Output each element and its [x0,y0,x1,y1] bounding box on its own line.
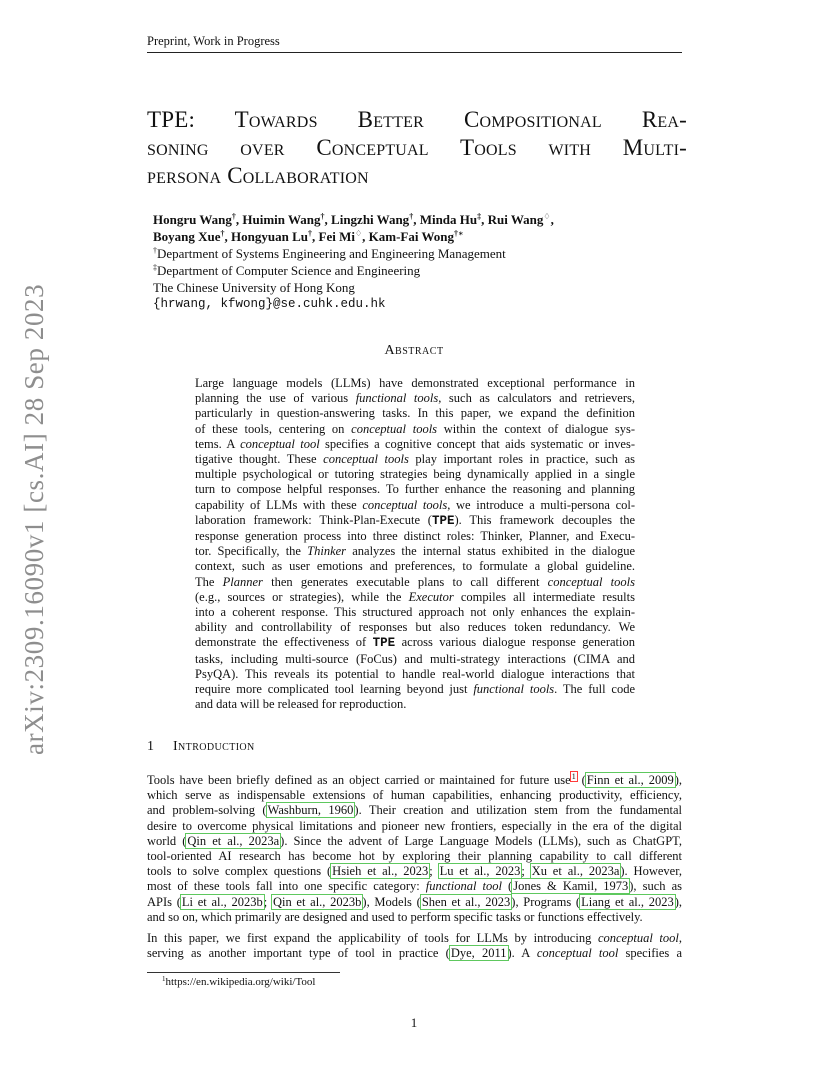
text-line: APIs (Li et al., 2023b; Qin et al., 2023b), Models (Shen et al., 2023), Programs (Liang et al., 2023), [147,894,683,909]
section-title: Introduction [173,739,255,754]
emphasis: conceptual tools [351,421,438,436]
author-name: Hongyuan Lu [231,229,308,244]
title-line-3: persona Collaboration [147,163,369,188]
author-affiliation-mark: ♢ [354,229,363,238]
affiliation-mark: † [153,246,157,255]
text-line: Tools have been briefly defined as an object carried or maintained for future use$^1$ (Finn et al., 2009), [147,772,682,787]
author-affiliation-mark: † [220,229,225,238]
citation-link[interactable]: Xu et al., 2023a [531,864,620,879]
emphasis: Thinker [307,544,347,559]
abstract-heading: Abstract [384,343,444,358]
text-line: tasks, including multi-source (FoCus) and multi-strategy interactions (CIMA and [195,651,635,666]
text-line: desire to overcome physical limitations and pioneer new frontiers, especially in the era of the digital [147,818,682,833]
emphasis: functional tool [425,879,502,894]
text-line: planning the use of various functional tools, such as calculators and retrievers, [195,391,635,406]
author-name: Kam-Fai Wong [368,229,454,244]
university: The Chinese University of Hong Kong [153,280,355,295]
author-affiliation-mark: † [308,229,312,238]
emphasis: conceptual tools [547,574,635,589]
author-affiliation-mark: † [231,212,236,221]
text-line: and so on, which primarily are designed and used to perform specific tasks or functions effectively. [147,909,643,924]
text-line: and problem-solving (Washburn, 1960). Their creation and utilization stem from the fundamental [147,803,682,818]
section-heading [147,739,255,755]
footnote-link[interactable]: https://en.wikipedia.org/wiki/Tool [165,976,316,988]
author-affiliation-mark: ‡ [477,212,482,221]
citation-link[interactable]: Finn et al., 2009 [586,773,674,787]
author-name: Fei Mi [318,229,355,244]
author-name: Minda Hu [419,212,478,227]
text-line: particularly in question-answering tasks. In this paper, we expand the definition [195,406,635,421]
citation-link[interactable]: Qin et al., 2023a [187,833,280,848]
text-line: response generation process into three distinct roles: Thinker, Planner, and Execu- [195,529,635,544]
text-line: which serve as indispensable extensions of human capabilities, enhancing productivity, efficiency, [147,788,682,803]
text-line: ability and controllability of responses but also reduces token redundancy. We [195,620,635,635]
arxiv-stamp: arXiv:2309.16090v1 [cs.AI] 28 Sep 2023 [19,283,49,755]
intro-paragraph-2 [147,931,682,961]
citation-link[interactable]: Jones & Kamil, 1973 [513,879,629,894]
text-line: Large language models (LLMs) have demonstrated exceptional performance in [195,376,635,390]
running-header: Preprint, Work in Progress [147,34,682,53]
affiliation-2 [153,262,673,279]
author-name: Boyang Xue [153,229,221,244]
citation-link[interactable]: Shen et al., 2023 [421,894,511,909]
author-name: Lingzhi Wang [331,212,410,227]
text-line: PsyQA). This reveals its potential to handle real-world dialogue interactions that [195,666,635,681]
emphasis: conceptual tools [323,452,409,467]
author-email[interactable]: {hrwang, kfwong}@se.cuhk.edu.hk [153,297,386,311]
author-name: Huimin Wang [242,212,321,227]
title-line-1: TPE: Towards Better Compositional Rea- [147,107,687,132]
text-line: tigative thought. These conceptual tools play important roles in practice, such as [195,452,635,467]
text-line: require more complicated tool learning beyond just functional tools. The full code [195,682,635,697]
text-line: tool-oriented AI research has become hot by exploring their planning capability to call different [147,849,682,864]
text-line: capability of LLMs with these conceptual tools, we introduce a multi-persona col- [195,497,635,512]
text-line: most of these tools fall into one specific category: functional tool (Jones & Kamil, 1973), such as [147,879,682,894]
paper-title [147,106,687,190]
section-number: 1 [147,739,155,754]
affiliation-mark: ‡ [153,263,157,272]
author-affiliation-mark: † [409,212,414,221]
text-line: world (Qin et al., 2023a). Since the advent of Large Language Models (LLMs), such as ChatGPT, [147,833,682,848]
footnote-ref-link[interactable]: 1 [571,772,576,781]
author-line-1: Hongru Wang†, Huimin Wang†, Lingzhi Wang†, Minda Hu‡, Rui Wang♢, [153,212,554,227]
emphasis: functional tools [355,391,439,406]
text-line: multiple psychological or tutoring strategies being dynamically applied in a single [195,467,635,482]
citation-link[interactable]: Dye, 2011 [450,946,507,961]
emphasis: Planner [222,574,263,589]
text-line: turn to compose helpful responses. To further enhance the reasoning and planning [195,482,635,497]
text-line: into a coherent response. This structured approach not only enhances the explain- [195,605,635,620]
text-line: laboration framework: Think-Plan-Execute (TPE). This framework decouples the [195,512,635,528]
author-name: Rui Wang [487,212,544,227]
text-line: serving as another important type of tool in practice (Dye, 2011). A conceptual tool specifies a [147,946,682,961]
intro-paragraph-1 [147,773,682,925]
citation-link[interactable]: Liang et al., 2023 [581,894,674,909]
title-line-2: soning over Conceptual Tools with Multi- [147,135,687,160]
citation-link[interactable]: Lu et al., 2023 [439,864,521,879]
footnote-mark: 1 [162,975,166,983]
text-line: tor. Specifically, the Thinker analyzes the internal status exhibited in the dialogue [195,544,635,559]
text-line: tools to solve complex questions (Hsieh et al., 2023; Lu et al., 2023; Xu et al., 2023a). However, [147,864,682,879]
citation-link[interactable]: Hsieh et al., 2023 [332,864,429,879]
author-affiliation-mark: †∗ [454,229,464,238]
emphasis: conceptual tool [536,946,619,961]
citation-link[interactable]: Washburn, 1960 [267,803,354,818]
framework-name: TPE [372,636,396,651]
text-line: demonstrate the effectiveness of TPE across various dialogue response generation [195,635,635,651]
text-line: In this paper, we first expand the applicability of tools for LLMs by introducing conceptual tool, [147,931,682,945]
citation-link[interactable]: Qin et al., 2023b [272,894,362,909]
emphasis: Executor [408,589,454,604]
text-line: tems. A conceptual tool specifies a cognitive concept that aids systematic or inves- [195,436,635,451]
affiliation-1 [153,245,673,262]
author-affiliation-mark: † [320,212,325,221]
footnote-rule [147,972,340,973]
affiliation-text: Department of Systems Engineering and Engineering Management [157,246,506,261]
author-block [153,211,673,313]
text-line: The Planner then generates executable plans to call different conceptual tools [195,574,635,589]
framework-name: TPE [431,513,455,528]
text-line: (e.g., sources or strategies), while the Executor compiles all intermediate results [195,589,635,604]
citation-link[interactable]: Li et al., 2023b [181,894,263,909]
author-affiliation-mark: ♢ [543,212,551,221]
abstract-body [195,376,635,712]
affiliation-text: Department of Computer Science and Engineering [157,263,421,278]
emphasis: functional tools [473,682,555,697]
author-name: Hongru Wang [153,212,232,227]
emphasis: conceptual tool [597,931,679,945]
emphasis: conceptual tool [240,436,320,451]
footnote [162,976,315,988]
text-line: of these tools, centering on conceptual tools within the context of dialogue sys- [195,421,635,436]
page-number: 1 [410,1015,418,1030]
emphasis: conceptual tools [362,497,448,512]
text-line: context, such as user emotions and preferences, to formulate a global guideline. [195,559,635,574]
text-line: and data will be released for reproduction. [195,697,407,712]
author-line-2: Boyang Xue†, Hongyuan Lu†, Fei Mi♢, Kam-Fai Wong†∗ [153,229,464,244]
